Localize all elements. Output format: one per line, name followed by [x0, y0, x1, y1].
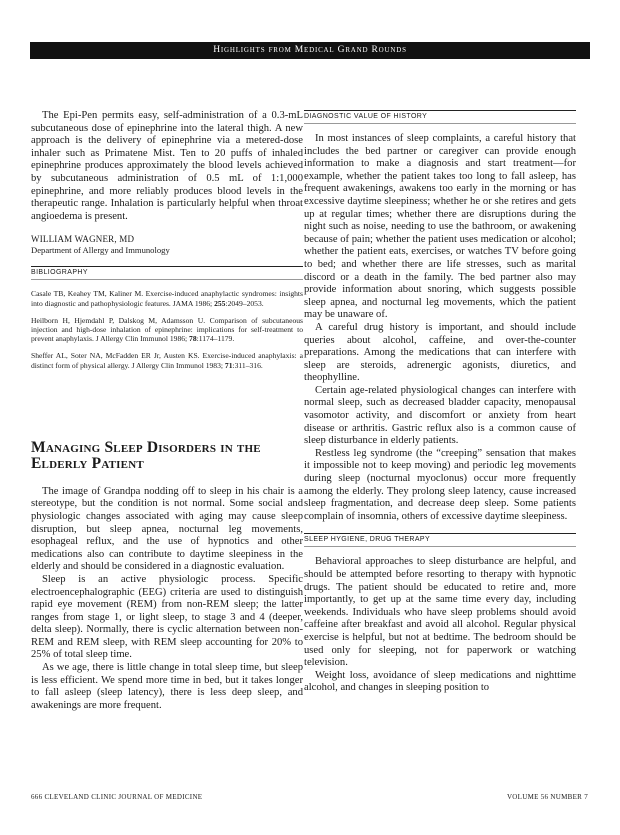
left-column [31, 110, 303, 712]
body-paragraph: Sleep is an active physiologic process. Specific electroencephalographic (EEG) criteria are used to distinguish rapid eye movement (REM) from non-REM sleep; the latter ranges from stage 1, or light sleep, to stage 3 and 4 (deeper, delta sleep). Normally, there is cyclic alternation between non-REM and REM sleep, with REM sleep accounting for 20% to 25% of total sleep time. [31, 573, 303, 661]
body-paragraph: Behavioral approaches to sleep disturbance are helpful, and should be attempted before resorting to therapy with hypnotic drugs. The patient should be educated to retire and, more importantly, to get up at the same time every day, including weekends. Individuals who have sleep problems should avoid caffeine after breakfast and avoid all alcohol. Regular physical exercise is helpful, but not at bedtime. The bedroom should be used only for sleeping, not for paperwork or watching television. [304, 556, 576, 669]
sleep-hygiene-heading: SLEEP HYGIENE, DRUG THERAPY [304, 533, 576, 547]
author-name: WILLIAM WAGNER, MD [31, 234, 135, 245]
history-heading: DIAGNOSTIC VALUE OF HISTORY [304, 110, 576, 124]
body-paragraph: In most instances of sleep complaints, a careful history that includes the bed partner or caregiver can provide enough information to make a diagnosis and start treatment—for example, whether the patient takes too long to fall asleep, has frequent awakenings, awakens too early in the morning or has excessive daytime sleepiness; whether he or she retires and gets up at regular times; whether there are disruptions during the night such as noise, needing to use the bathroom, or awakening because of pain; whether the patient uses medication or alcohol; whether the patient eats, exercises, or watches TV before going to bed; and whether there are life stresses, such as marital discord or a death in the family. The bed partner also may provide information about snoring, which suggests possible sleep apnea, and nocturnal leg movements, which the patient may be unaware of. [304, 133, 576, 321]
body-paragraph: Weight loss, avoidance of sleep medications and nighttime alcohol, and changes in sleeping position to [304, 669, 576, 694]
author-block [31, 234, 303, 256]
bibliography-heading: BIBLIOGRAPHY [31, 266, 303, 280]
epipen-paragraph: The Epi-Pen permits easy, self-administration of a 0.3-mL subcutaneous dose of epinephrine into the lateral thigh. A new approach is the delivery of epinephrine via a metered-dose inhaler such as Primatene Mist. Ten to 20 puffs of inhaled epinephrine produces approximately the blood levels achieved by subcutaneous administration of 0.5 mL of 1:1,000 epinephrine, and more reliably produces blood levels in the therapeutic range. Inhalation is particularly helpful when throat angioedema is present. [31, 110, 303, 222]
reference-item: Heilborn H, Hjemdahl P, Dalskog M, Adamsson U. Comparison of subcutaneous injection and high-dose inhalation of epinephrine: implications for self-treatment to prevent anaphylaxis. J Allergy Clin Immunol 1986; 78:1174–1179. [31, 315, 303, 344]
article-title: Managing Sleep Disorders in the Elderly Patient [31, 438, 261, 472]
footer-volume: VOLUME 56 NUMBER 7 [506, 793, 588, 801]
body-paragraph: Restless leg syndrome (the “creeping” sensation that makes it impossible not to keep moving) and periodic leg movements during sleep (nocturnal myoclonus) occur more frequently among the elderly. They prolong sleep latency, cause increased sleep fragmentation, and decrease deep sleep. Some patients complain of insomnia, others of excessive daytime sleepiness. [304, 447, 576, 522]
reference-item: Casale TB, Keahey TM, Kaliner M. Exercise-induced anaphylactic syndromes: insights into diagnostic and pathophysiologic features. JAMA 1986; 255:2049–2053. [31, 289, 303, 308]
author-department: Department of Allergy and Immunology [31, 245, 170, 256]
body-paragraph: Certain age-related physiological changes can interfere with normal sleep, such as decreased bladder capacity, menopausal vasomotor activity, and discomfort or anxiety from heart disease or arthritis. Gastric reflux also is a common cause of sleep disturbance in elderly patients. [304, 384, 576, 447]
body-paragraph: As we age, there is little change in total sleep time, but sleep is less efficient. We spend more time in bed, but it takes longer to fall asleep (sleep latency), there is less deep sleep, and awakenings are more frequent. [31, 662, 303, 711]
body-paragraph: A careful drug history is important, and should include queries about alcohol, caffeine, and over-the-counter preparations. Among the medications that can interfere with sleep are steroids, adrenergic agonists, diuretics, and theophylline. [304, 321, 576, 384]
right-column [304, 110, 576, 695]
section-banner: Highlights from Medical Grand Rounds [30, 42, 590, 59]
body-paragraph: The image of Grandpa nodding off to sleep in his chair is a stereotype, but the condition is not normal. Some social and physiologic changes associated with aging may cause sleep disruption, but sleep apnea, nocturnal leg movements, esophageal reflux, and the use of hypnotics and other medications also can contribute to daytime sleepiness in the elderly and should be considered in a diagnostic evaluation. [31, 485, 303, 573]
reference-item: Sheffer AL, Soter NA, McFadden ER Jr, Austen KS. Exercise-induced anaphylaxis: a distinct form of physical allergy. J Allergy Clin Immunol 1983; 71:311–316. [31, 351, 303, 370]
footer-journal: 666 CLEVELAND CLINIC JOURNAL OF MEDICINE [31, 793, 203, 801]
